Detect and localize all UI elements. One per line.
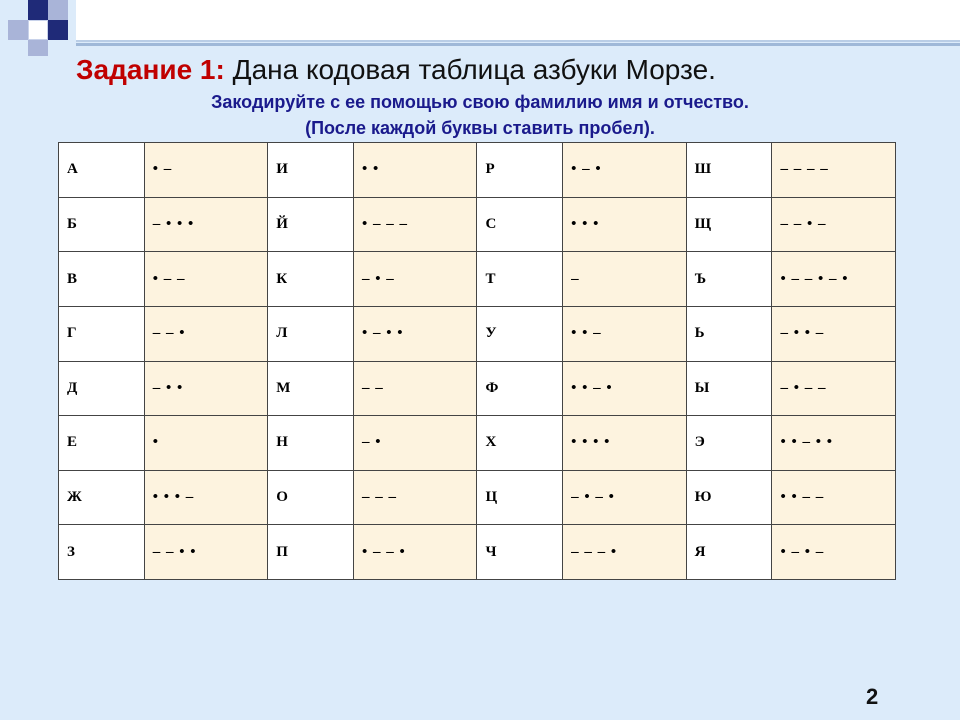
letter-cell: Д <box>59 361 145 416</box>
decor-square <box>48 0 68 20</box>
slide-header-bar <box>76 0 960 42</box>
letter-cell: Е <box>59 416 145 471</box>
letter-cell: Н <box>268 416 354 471</box>
slide-title <box>76 54 936 86</box>
morse-code-cell: – • – – <box>772 361 896 416</box>
letter-cell: А <box>59 143 145 198</box>
morse-code-cell: – – • • <box>144 525 267 580</box>
letter-cell: Ъ <box>686 252 772 307</box>
decor-square <box>28 20 48 40</box>
table-row <box>59 143 896 198</box>
morse-code-cell: – • • – <box>772 306 896 361</box>
title-task-label: Задание 1: <box>76 54 225 85</box>
table-row <box>59 525 896 580</box>
morse-code-cell: – • – <box>353 252 476 307</box>
morse-code-cell: – – – • <box>563 525 686 580</box>
letter-cell: Т <box>477 252 563 307</box>
morse-code-table <box>58 142 896 580</box>
table-row <box>59 306 896 361</box>
morse-code-cell: – • <box>353 416 476 471</box>
letter-cell: Б <box>59 197 145 252</box>
morse-code-cell: • <box>144 416 267 471</box>
letter-cell: Ь <box>686 306 772 361</box>
letter-cell: Г <box>59 306 145 361</box>
letter-cell: Р <box>477 143 563 198</box>
page-number: 2 <box>866 684 879 709</box>
morse-code-cell: – <box>563 252 686 307</box>
letter-cell: И <box>268 143 354 198</box>
morse-code-cell: • – • – <box>772 525 896 580</box>
letter-cell: Л <box>268 306 354 361</box>
morse-code-cell: – • • <box>144 361 267 416</box>
letter-cell: В <box>59 252 145 307</box>
letter-cell: Ю <box>686 470 772 525</box>
morse-code-cell: • • <box>353 143 476 198</box>
morse-code-cell: – – • – <box>772 197 896 252</box>
letter-cell: М <box>268 361 354 416</box>
letter-cell: У <box>477 306 563 361</box>
table-row <box>59 416 896 471</box>
morse-code-cell: • • – • • <box>772 416 896 471</box>
letter-cell: О <box>268 470 354 525</box>
letter-cell: Э <box>686 416 772 471</box>
morse-code-cell: • • – • <box>563 361 686 416</box>
letter-cell: С <box>477 197 563 252</box>
letter-cell: З <box>59 525 145 580</box>
morse-code-cell: • – • <box>563 143 686 198</box>
instruction-line-1: Закодируйте с ее помощью свою фамилию имя и отчество. <box>211 92 749 112</box>
letter-cell: Ц <box>477 470 563 525</box>
morse-code-cell: • – – • – • <box>772 252 896 307</box>
morse-code-cell: • – – <box>144 252 267 307</box>
morse-code-cell: • – <box>144 143 267 198</box>
decor-square <box>8 20 28 40</box>
morse-code-cell: – – – <box>353 470 476 525</box>
morse-code-cell: • • – <box>563 306 686 361</box>
morse-code-cell: – • • • <box>144 197 267 252</box>
letter-cell: Х <box>477 416 563 471</box>
table-row <box>59 197 896 252</box>
letter-cell: Ш <box>686 143 772 198</box>
letter-cell: П <box>268 525 354 580</box>
letter-cell: Ы <box>686 361 772 416</box>
letter-cell: Ж <box>59 470 145 525</box>
morse-code-cell: • – – • <box>353 525 476 580</box>
morse-code-cell: – – • <box>144 306 267 361</box>
letter-cell: Ч <box>477 525 563 580</box>
instruction-line-2: (После каждой буквы ставить пробел). <box>305 118 655 138</box>
morse-code-cell: – • – • <box>563 470 686 525</box>
letter-cell: Ф <box>477 361 563 416</box>
title-text: Дана кодовая таблица азбуки Морзе. <box>224 54 716 85</box>
decor-square <box>28 40 48 56</box>
table-row <box>59 470 896 525</box>
morse-code-cell: • – – – <box>353 197 476 252</box>
morse-code-cell: • • • <box>563 197 686 252</box>
decor-square <box>28 0 48 20</box>
letter-cell: Я <box>686 525 772 580</box>
letter-cell: Й <box>268 197 354 252</box>
table-row <box>59 252 896 307</box>
morse-code-cell: – – <box>353 361 476 416</box>
morse-code-cell: • • • • <box>563 416 686 471</box>
morse-code-cell: • – • • <box>353 306 476 361</box>
letter-cell: Щ <box>686 197 772 252</box>
morse-code-cell: • • • – <box>144 470 267 525</box>
morse-code-cell: – – – – <box>772 143 896 198</box>
table-row <box>59 361 896 416</box>
letter-cell: К <box>268 252 354 307</box>
morse-code-cell: • • – – <box>772 470 896 525</box>
decor-square <box>48 20 68 40</box>
